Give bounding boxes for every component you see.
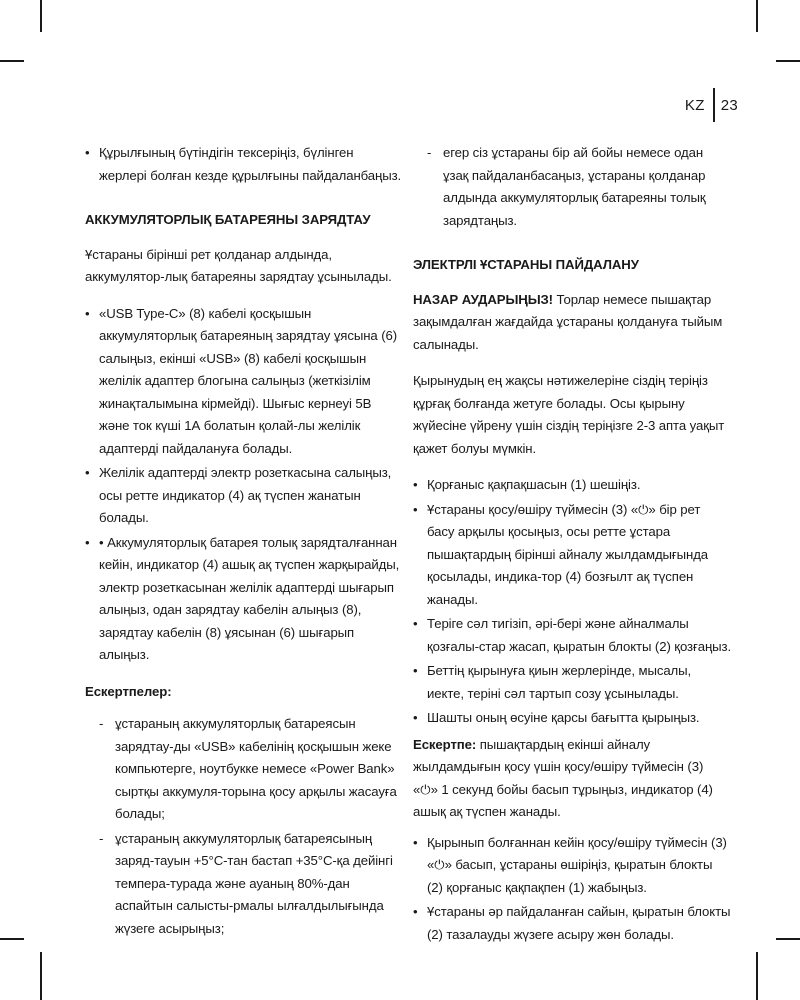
crop-mark-bottom-right-h bbox=[776, 938, 800, 940]
list-item: • Ұстараны әр пайдаланған сайын, қыратын блокты (2) тазалауды жүзеге асыру жөн болады. bbox=[413, 901, 731, 946]
list-item: - ұстараның аккумуляторлық батареясының заряд-тауын +5°С-тан бастап +35°С-қа дейінгі темпера-турада және ауаның 80%-дан аспайтын салысты-рмалы ылғалдылығында жүзеге асырыңыз; bbox=[85, 828, 403, 941]
list-item: • • Аккумуляторлық батарея толық зарядталғаннан кейін, индикатор (4) ашық ақ түспен жарқырайды, электр розеткасынан желілік адаптерді шығарып алыңыз, одан зарядтау кабелін алыңыз (8), зарядтау кабелін (8) ұясынан (6) шығарып алыңыз. bbox=[85, 532, 403, 667]
list-item: • «USB Type-C» (8) кабелі қосқышын аккумуляторлық батареяның зарядтау ұясына (6) салыңыз, екінші «USB» (8) кабелі қосқышын желілік адаптер блогына салыңыз (жеткізілім жинақталымына кірмейді). Шығыс кернеуі 5В және ток күші 1А болатын қолай-лы желілік адаптерді пайдалануға болады. bbox=[85, 303, 403, 461]
list-item: • Құрылғының бүтіндігін тексеріңіз, бүлінген жерлері болған кезде құрылғыны пайдаланбаңыз. bbox=[85, 142, 403, 187]
section-heading-charging: АККУМУЛЯТОРЛЫҚ БАТАРЕЯНЫ ЗАРЯДТАУ bbox=[85, 212, 371, 227]
usage-steps-list bbox=[413, 474, 731, 730]
crop-mark-bottom-right bbox=[756, 952, 758, 1000]
crop-mark-bottom-left-h bbox=[0, 938, 24, 940]
page-header bbox=[685, 88, 738, 122]
crop-mark-top-right bbox=[756, 0, 758, 32]
header-divider bbox=[713, 88, 715, 122]
language-code: KZ bbox=[684, 96, 705, 114]
crop-mark-top-left bbox=[40, 0, 42, 32]
note-paragraph bbox=[413, 734, 731, 824]
list-item: • Ұстараны қосу/өшіру түймесін (3) «⏻» бір рет басу арқылы қосыңыз, осы ретте ұстара пышақтардың бірінші айналу жылдамдығында қосылады, индика-тор (4) бозғылт ақ түспен жанады. bbox=[413, 499, 731, 612]
section-heading-usage: ЭЛЕКТРЛІ ҰСТАРАНЫ ПАЙДАЛАНУ bbox=[413, 257, 639, 272]
list-item: • Шашты оның өсуіне қарсы бағытта қырыңыз. bbox=[413, 707, 731, 730]
crop-mark-top-right-h bbox=[776, 60, 800, 62]
page-number: 23 bbox=[720, 96, 738, 114]
notes-list-continued bbox=[413, 142, 731, 232]
paragraph: Ұстараны бірінші рет қолданар алдында, аккумулятор-лық батареяны зарядтау ұсынылады. bbox=[85, 246, 392, 284]
list-item: • Қырынып болғаннан кейін қосу/өшіру түймесін (3) «⏻» басып, ұстараны өшіріңіз, қыратын блокты (2) қорғаныс қақпақпен (1) жабыңыз. bbox=[413, 832, 731, 900]
warning-label: НАЗАР АУДАРЫҢЫЗ! bbox=[413, 291, 557, 307]
list-item: • Қорғаныс қақпақшасын (1) шешіңіз. bbox=[413, 474, 731, 497]
note-text: пышақтардың екінші айналу жылдамдығын қосу үшін қосу/өшіру түймесін (3) «⏻» 1 секунд бойы басып тұрыңыз, индикатор (4) ашық ақ түспен жанады. bbox=[413, 736, 713, 819]
crop-mark-top-left-h bbox=[0, 60, 24, 62]
crop-mark-bottom-left bbox=[40, 952, 42, 1000]
list-item: • Теріге сәл тигізіп, әрі-бері және айналмалы қозғалы-стар жасап, қыратын блокты (2) қозғаңыз. bbox=[413, 613, 731, 658]
list-item: • Беттің қырынуға қиын жерлерінде, мысалы, иекте, теріні сәл тартып созу ұсынылады. bbox=[413, 660, 731, 705]
intro-list bbox=[85, 142, 403, 187]
list-item: - ұстараның аккумуляторлық батареясын зарядтау-ды «USB» кабелінің қосқышын жеке компьютерге, ноутбукке немесе «Power Bank» сыртқы аккумуля-торына қосу арқылы жасауға болады; bbox=[85, 713, 403, 826]
warning-text: Торлар немесе пышақтар зақымдалған жағдайда ұстараны қолдануға тыйым салынады. bbox=[413, 291, 723, 352]
notes-list bbox=[85, 713, 403, 940]
paragraph: Қырынудың ең жақсы нәтижелеріне сіздің теріңіз құрғақ болғанда жетуге болады. Осы қырыну жүйесіне үйрену үшін сіздің теріңізге 2-3 апта уақыт қажет болуы мүмкін. bbox=[413, 373, 725, 456]
warning-paragraph bbox=[413, 289, 731, 357]
left-column bbox=[85, 142, 403, 950]
right-column bbox=[413, 142, 731, 956]
notes-title: Ескертпелер: bbox=[85, 683, 172, 699]
after-shave-list bbox=[413, 832, 731, 947]
list-item: - егер сіз ұстараны бір ай бойы немесе одан ұзақ пайдаланбасаңыз, ұстараны қолданар алдында аккумуляторлық батареяны толық зарядтаңыз. bbox=[413, 142, 731, 232]
charging-steps-list bbox=[85, 303, 403, 667]
list-item: • Желілік адаптерді электр розеткасына салыңыз, осы ретте индикатор (4) ақ түспен жанатын болады. bbox=[85, 462, 403, 530]
note-label: Ескертпе: bbox=[413, 736, 480, 752]
